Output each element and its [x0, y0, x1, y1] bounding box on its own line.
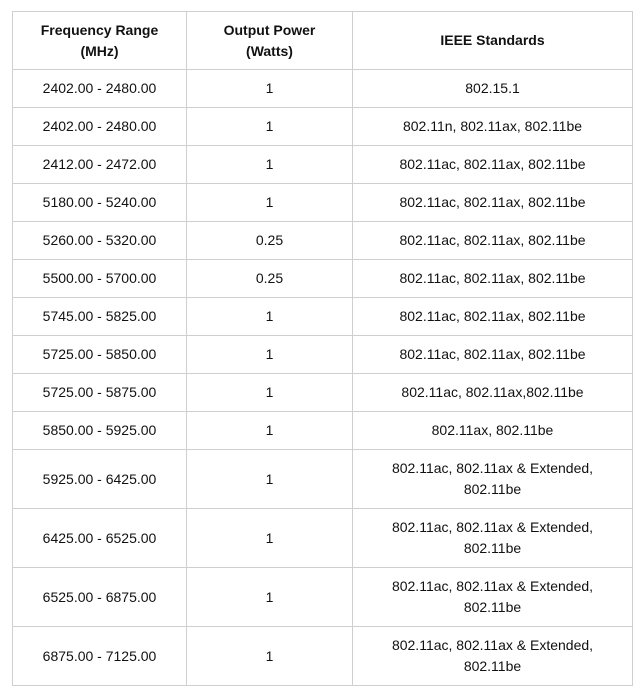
cell-frequency-range: 5500.00 - 5700.00	[13, 260, 187, 298]
cell-frequency-range: 5725.00 - 5875.00	[13, 374, 187, 412]
table-row	[13, 108, 633, 146]
header-standards-line1: IEEE Standards	[440, 32, 545, 48]
standards-line2: 802.11be	[463, 540, 522, 556]
cell-output-power: 1	[187, 298, 353, 336]
cell-ieee-standards	[353, 108, 633, 146]
standards-line1: 802.15.1	[465, 80, 520, 96]
standards-line1: 802.11ac, 802.11ax & Extended,	[391, 637, 594, 653]
table-row	[13, 412, 633, 450]
table-row	[13, 450, 633, 509]
table-row	[13, 568, 633, 627]
cell-ieee-standards	[353, 222, 633, 260]
table-row	[13, 374, 633, 412]
cell-output-power: 0.25	[187, 260, 353, 298]
cell-output-power: 1	[187, 412, 353, 450]
standards-line1: 802.11ac, 802.11ax, 802.11be	[399, 308, 586, 324]
standards-line1: 802.11ac, 802.11ax, 802.11be	[399, 156, 586, 172]
table-row	[13, 627, 633, 686]
header-frequency-range	[13, 12, 187, 70]
standards-line2: 802.11be	[463, 599, 522, 615]
header-frequency-line2: (MHz)	[80, 42, 119, 59]
cell-frequency-range: 6525.00 - 6875.00	[13, 568, 187, 627]
cell-output-power: 1	[187, 568, 353, 627]
standards-line1: 802.11ax, 802.11be	[431, 422, 554, 438]
cell-ieee-standards	[353, 260, 633, 298]
standards-line1: 802.11ac, 802.11ax & Extended,	[391, 578, 594, 594]
header-ieee-standards	[353, 12, 633, 70]
cell-frequency-range: 5925.00 - 6425.00	[13, 450, 187, 509]
cell-output-power: 1	[187, 146, 353, 184]
cell-output-power: 1	[187, 184, 353, 222]
cell-frequency-range: 2402.00 - 2480.00	[13, 108, 187, 146]
table-row	[13, 184, 633, 222]
cell-frequency-range: 5745.00 - 5825.00	[13, 298, 187, 336]
cell-frequency-range: 5260.00 - 5320.00	[13, 222, 187, 260]
table-row	[13, 146, 633, 184]
cell-ieee-standards	[353, 70, 633, 108]
cell-output-power: 1	[187, 509, 353, 568]
cell-frequency-range: 6875.00 - 7125.00	[13, 627, 187, 686]
cell-ieee-standards	[353, 627, 633, 686]
cell-ieee-standards	[353, 450, 633, 509]
standards-line2: 802.11be	[463, 481, 522, 497]
table-row	[13, 222, 633, 260]
table-row	[13, 298, 633, 336]
standards-line1: 802.11ac, 802.11ax, 802.11be	[399, 270, 586, 286]
cell-ieee-standards	[353, 298, 633, 336]
cell-ieee-standards	[353, 509, 633, 568]
table-body	[13, 70, 633, 686]
frequency-power-table	[12, 11, 633, 686]
table-header-row	[13, 12, 633, 70]
standards-line1: 802.11ac, 802.11ax, 802.11be	[399, 232, 586, 248]
cell-output-power: 1	[187, 374, 353, 412]
cell-output-power: 1	[187, 627, 353, 686]
cell-output-power: 1	[187, 108, 353, 146]
cell-output-power: 1	[187, 336, 353, 374]
cell-frequency-range: 2402.00 - 2480.00	[13, 70, 187, 108]
cell-frequency-range: 5180.00 - 5240.00	[13, 184, 187, 222]
standards-line1: 802.11ac, 802.11ax, 802.11be	[399, 194, 586, 210]
cell-ieee-standards	[353, 374, 633, 412]
header-power-line1: Output Power	[223, 21, 316, 38]
cell-frequency-range: 6425.00 - 6525.00	[13, 509, 187, 568]
standards-line1: 802.11ac, 802.11ax, 802.11be	[399, 346, 586, 362]
standards-line1: 802.11ac, 802.11ax & Extended,	[391, 460, 594, 476]
table-row	[13, 336, 633, 374]
table-row	[13, 509, 633, 568]
cell-output-power: 1	[187, 70, 353, 108]
cell-ieee-standards	[353, 146, 633, 184]
standards-line2: 802.11be	[463, 658, 522, 674]
cell-ieee-standards	[353, 568, 633, 627]
table-row	[13, 260, 633, 298]
cell-frequency-range: 5850.00 - 5925.00	[13, 412, 187, 450]
standards-line1: 802.11ac, 802.11ax,802.11be	[401, 384, 584, 400]
header-output-power	[187, 12, 353, 70]
standards-line1: 802.11n, 802.11ax, 802.11be	[402, 118, 583, 134]
header-frequency-line1: Frequency Range	[40, 21, 159, 38]
cell-output-power: 0.25	[187, 222, 353, 260]
cell-frequency-range: 2412.00 - 2472.00	[13, 146, 187, 184]
cell-ieee-standards	[353, 336, 633, 374]
cell-frequency-range: 5725.00 - 5850.00	[13, 336, 187, 374]
cell-ieee-standards	[353, 412, 633, 450]
header-power-line2: (Watts)	[246, 42, 293, 59]
cell-ieee-standards	[353, 184, 633, 222]
table-row	[13, 70, 633, 108]
cell-output-power: 1	[187, 450, 353, 509]
standards-line1: 802.11ac, 802.11ax & Extended,	[391, 519, 594, 535]
